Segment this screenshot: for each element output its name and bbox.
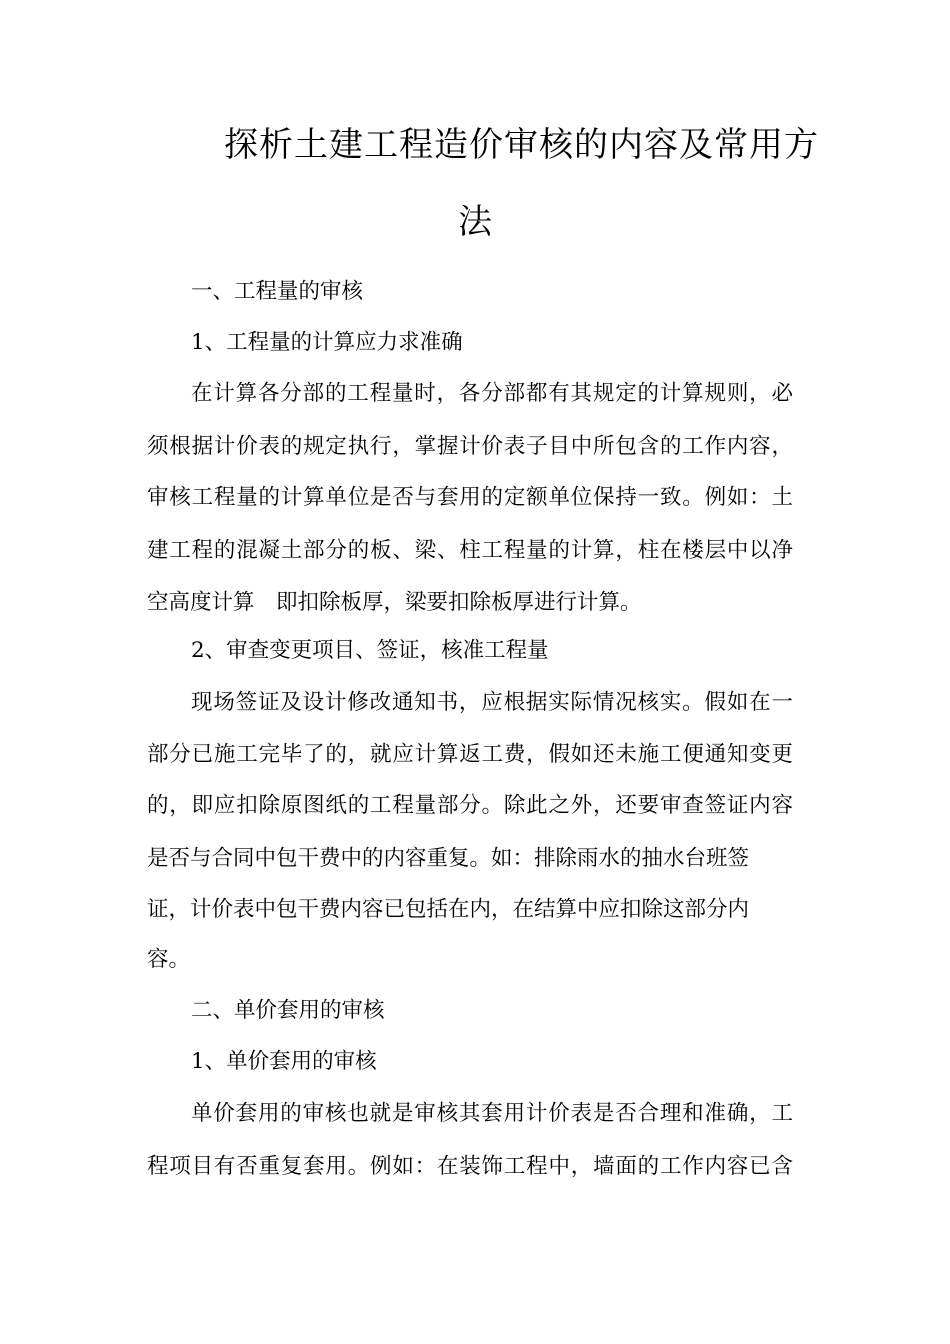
subsection-heading-2-1: 1、单价套用的审核 xyxy=(191,1049,377,1074)
paragraph-line: 证，计价表中包干费内容已包括在内，在结算中应扣除这部分内 xyxy=(147,897,750,922)
paragraph-line: 单价套用的审核也就是审核其套用计价表是否合理和准确，工 xyxy=(191,1101,793,1126)
document-title-line-1: 探析土建工程造价审核的内容及常用方 xyxy=(224,125,819,165)
paragraph-line: 是否与合同中包干费中的内容重复。如：排除雨水的抽水台班签 xyxy=(147,846,750,871)
subsection-heading-1-1: 1、工程量的计算应力求准确 xyxy=(191,330,463,355)
paragraph-line: 的，即应扣除原图纸的工程量部分。除此之外，还要审查签证内容 xyxy=(147,793,793,818)
paragraph-line: 程项目有否重复套用。例如：在装饰工程中，墙面的工作内容已含 xyxy=(147,1154,793,1179)
section-heading-2: 二、单价套用的审核 xyxy=(191,998,385,1023)
paragraph-line: 空高度计算 即扣除板厚，梁要扣除板厚进行计算。 xyxy=(147,590,642,615)
document-title-line-2: 法 xyxy=(458,202,493,242)
paragraph-line: 在计算各分部的工程量时，各分部都有其规定的计算规则，必 xyxy=(191,381,793,406)
paragraph-line: 审核工程量的计算单位是否与套用的定额单位保持一致。例如：土 xyxy=(147,485,793,510)
paragraph-line: 部分已施工完毕了的，就应计算返工费，假如还未施工便通知变更 xyxy=(147,742,793,767)
paragraph-line: 建工程的混凝土部分的板、梁、柱工程量的计算，柱在楼层中以净 xyxy=(147,538,793,563)
paragraph-line: 须根据计价表的规定执行，掌握计价表子目中所包含的工作内容， xyxy=(147,434,793,459)
subsection-heading-1-2: 2、审查变更项目、签证，核准工程量 xyxy=(191,638,549,663)
paragraph-line: 容。 xyxy=(147,947,191,972)
paragraph-line: 现场签证及设计修改通知书，应根据实际情况核实。假如在一 xyxy=(191,690,793,715)
section-heading-1: 一、工程量的审核 xyxy=(191,279,364,304)
